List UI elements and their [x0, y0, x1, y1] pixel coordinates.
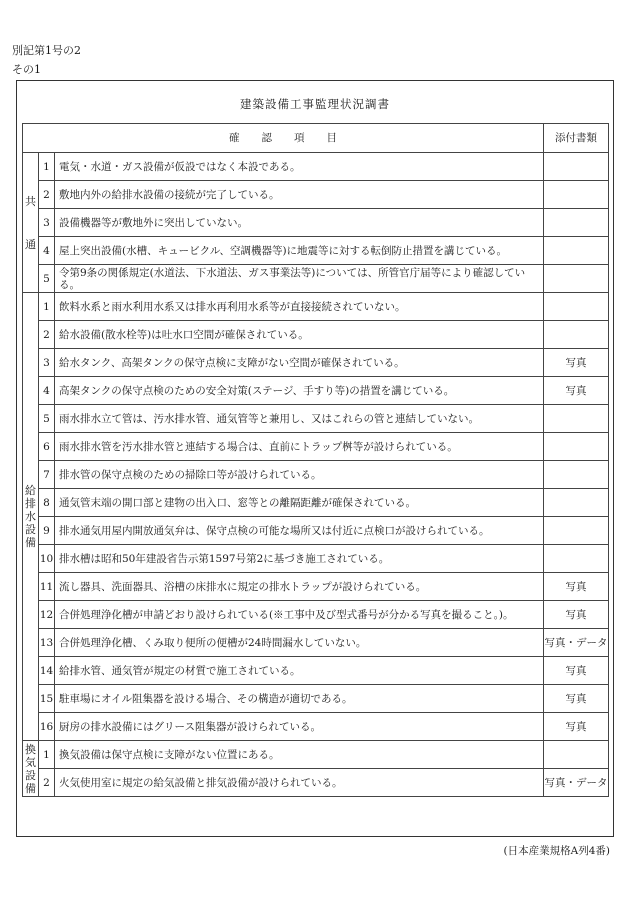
vertical-label [25, 743, 37, 795]
table-row [23, 377, 609, 405]
check-item-text: 排水管の保守点検のための掃除口等が設けられている。 [55, 461, 544, 489]
column-header-items [23, 124, 544, 153]
attachment-cell [544, 489, 609, 517]
group-common-label [23, 153, 39, 293]
attachment-cell [544, 293, 609, 321]
attachment-cell [544, 321, 609, 349]
attachment-cell [544, 433, 609, 461]
check-item-text: 合併処理浄化槽が申請どおり設けられている(※工事中及び型式番号が分かる写真を撮ること。)。 [55, 601, 544, 629]
attachment-cell [544, 741, 609, 769]
row-number: 2 [39, 321, 55, 349]
column-header-attachments: 添付書類 [544, 124, 609, 153]
check-item-text: 設備機器等が敷地外に突出していない。 [55, 209, 544, 237]
column-header-char: 認 [261, 132, 273, 144]
row-number: 6 [39, 433, 55, 461]
table-row [23, 489, 609, 517]
attachment-cell [544, 265, 609, 293]
check-item-text: 高架タンクの保守点検のための安全対策(ステージ、手すり等)の措置を講じている。 [55, 377, 544, 405]
vertical-label-char: 水 [25, 510, 36, 523]
check-item-text: 雨水排水管を汚水排水管と連結する場合は、直前にトラップ桝等が設けられている。 [55, 433, 544, 461]
attachment-cell: 写真 [544, 349, 609, 377]
attachment-cell: 写真 [544, 377, 609, 405]
table-row [23, 209, 609, 237]
table-row [23, 405, 609, 433]
table-row [23, 349, 609, 377]
check-item-text: 敷地内外の給排水設備の接続が完了している。 [55, 181, 544, 209]
table-row [23, 433, 609, 461]
check-item-text: 雨水排水立て管は、汚水排水管、通気管等と兼用し、又はこれらの管と連結していない。 [55, 405, 544, 433]
row-number: 9 [39, 517, 55, 545]
check-item-text: 排水槽は昭和50年建設省告示第1597号第2に基づき施工されている。 [55, 545, 544, 573]
attachment-cell: 写真 [544, 657, 609, 685]
attachment-cell [544, 461, 609, 489]
attachment-cell [544, 237, 609, 265]
attachment-cell [544, 545, 609, 573]
vertical-label-char: 共 [25, 194, 36, 208]
row-number: 7 [39, 461, 55, 489]
document-title: 建築設備工事監理状況調書 [240, 97, 390, 111]
row-number: 1 [39, 293, 55, 321]
row-number: 3 [39, 349, 55, 377]
row-number: 10 [39, 545, 55, 573]
attachment-cell: 写真 [544, 573, 609, 601]
check-item-text: 駐車場にオイル阻集器を設ける場合、その構造が適切である。 [55, 685, 544, 713]
table-row [23, 237, 609, 265]
attachment-cell [544, 181, 609, 209]
table-row [23, 321, 609, 349]
check-item-text: 火気使用室に規定の給気設備と排気設備が設けられている。 [55, 769, 544, 797]
row-number: 14 [39, 657, 55, 685]
table-header-row [23, 124, 609, 153]
row-number: 5 [39, 405, 55, 433]
table-row [23, 573, 609, 601]
check-item-text: 厨房の排水設備にはグリース阻集器が設けられている。 [55, 713, 544, 741]
check-item-text: 給水設備(散水栓等)は吐水口空間が確保されている。 [55, 321, 544, 349]
row-number: 16 [39, 713, 55, 741]
row-number: 3 [39, 209, 55, 237]
check-item-text: 合併処理浄化槽、くみ取り便所の便槽が24時間漏水していない。 [55, 629, 544, 657]
table-row [23, 293, 609, 321]
table-row [23, 153, 609, 181]
check-item-text: 通気管末端の開口部と建物の出入口、窓等との離隔距離が確保されている。 [55, 489, 544, 517]
vertical-label-char: 排 [25, 497, 36, 510]
attachment-cell [544, 517, 609, 545]
table-row [23, 265, 609, 293]
row-number: 4 [39, 237, 55, 265]
row-number: 15 [39, 685, 55, 713]
table-row [23, 601, 609, 629]
attachment-cell [544, 209, 609, 237]
attachment-cell: 写真 [544, 685, 609, 713]
row-number: 1 [39, 741, 55, 769]
row-number: 13 [39, 629, 55, 657]
row-number: 8 [39, 489, 55, 517]
group-plumbing-label [23, 293, 39, 741]
group-ventilation-label [23, 741, 39, 797]
vertical-label-char: 通 [25, 237, 36, 251]
attachment-cell: 写真 [544, 601, 609, 629]
vertical-label-char: 設 [25, 523, 36, 536]
check-item-text: 換気設備は保守点検に支障がない位置にある。 [55, 741, 544, 769]
row-number: 12 [39, 601, 55, 629]
check-item-text: 流し器具、洗面器具、浴槽の床排水に規定の排水トラップが設けられている。 [55, 573, 544, 601]
table-row [23, 181, 609, 209]
table-row [23, 657, 609, 685]
vertical-label-char: 給 [25, 484, 36, 497]
checklist-table [22, 123, 609, 797]
check-item-text: 屋上突出設備(水槽、キュービクル、空調機器等)に地震等に対する転倒防止措置を講じている。 [55, 237, 544, 265]
check-item-text: 給水タンク、高架タンクの保守点検に支障がない空間が確保されている。 [55, 349, 544, 377]
table-row [23, 517, 609, 545]
attachment-cell [544, 405, 609, 433]
vertical-label-char: 設 [25, 768, 36, 782]
table-row [23, 685, 609, 713]
row-number: 11 [39, 573, 55, 601]
column-header-char: 確 [229, 132, 240, 144]
vertical-label [25, 195, 37, 251]
table-row [23, 769, 609, 797]
row-number: 2 [39, 769, 55, 797]
attachment-cell: 写真・データ [544, 769, 609, 797]
vertical-label-char: 備 [25, 781, 36, 795]
column-header-char: 目 [326, 132, 338, 144]
part-label: その1 [12, 63, 41, 76]
vertical-label-char: 換 [25, 742, 36, 756]
row-number: 1 [39, 153, 55, 181]
vertical-label-char: 気 [25, 755, 36, 769]
check-item-text: 給排水管、通気管が規定の材質で施工されている。 [55, 657, 544, 685]
row-number: 5 [39, 265, 55, 293]
vertical-label-char: 備 [25, 536, 36, 549]
check-item-text: 飲料水系と雨水利用水系又は排水再利用水系等が直接接続されていない。 [55, 293, 544, 321]
row-number: 4 [39, 377, 55, 405]
table-row [23, 741, 609, 769]
paper-size-note: (日本産業規格A列4番) [503, 845, 610, 857]
table-row [23, 461, 609, 489]
form-number-label: 別記第1号の2 [12, 44, 81, 57]
table-row [23, 713, 609, 741]
table-row [23, 545, 609, 573]
check-item-text: 電気・水道・ガス設備が仮設ではなく本設である。 [55, 153, 544, 181]
table-row [23, 629, 609, 657]
attachment-cell: 写真 [544, 713, 609, 741]
vertical-label [25, 484, 37, 549]
attachment-cell [544, 153, 609, 181]
check-item-text: 令第9条の関係規定(水道法、下水道法、ガス事業法等)については、所管官庁届等により確認している。 [55, 265, 544, 293]
row-number: 2 [39, 181, 55, 209]
attachment-cell: 写真・データ [544, 629, 609, 657]
check-item-text: 排水通気用屋内開放通気弁は、保守点検の可能な場所又は付近に点検口が設けられている。 [55, 517, 544, 545]
column-header-char: 項 [294, 132, 305, 144]
